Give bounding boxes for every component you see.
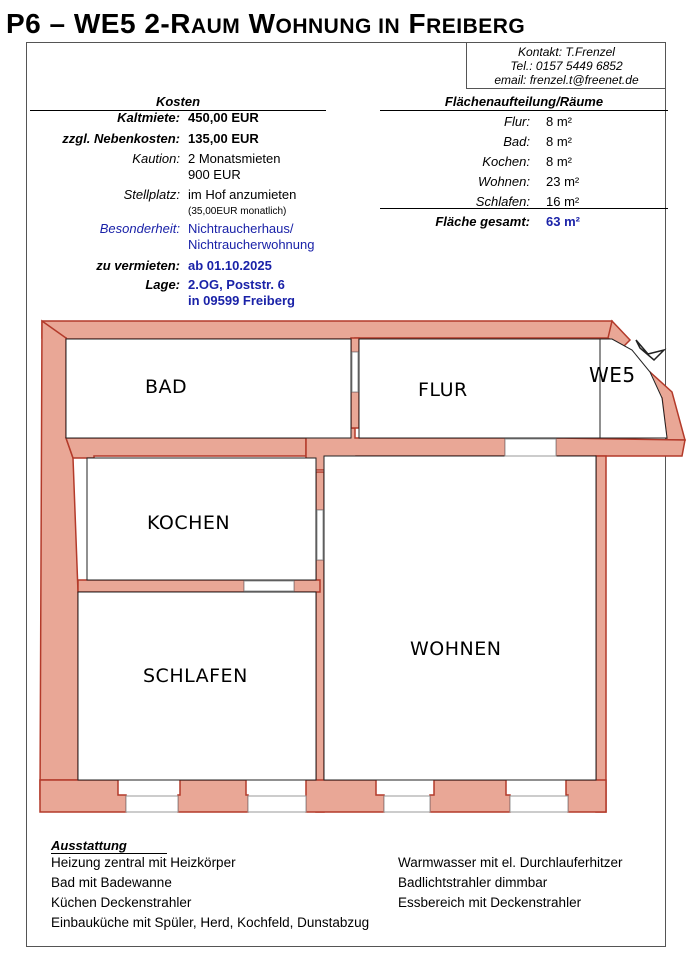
room-label-kochen: KOCHEN [147, 512, 231, 534]
flaeche-heading: Flächenaufteilung/Räume [380, 94, 668, 111]
room-label-bad: BAD [145, 376, 188, 398]
feature-item: Badlichtstrahler dimmbar [398, 875, 548, 890]
room-label-schlafen: SCHLAFEN [143, 665, 248, 687]
room-label-flur: FLUR [418, 379, 468, 401]
feature-item: Warmwasser mit el. Durchlauferhitzer [398, 855, 623, 870]
ausstattung-list-left [51, 853, 369, 933]
plan-rooms [66, 339, 600, 780]
ausstattung-heading: Ausstattung [51, 838, 167, 854]
contact-email: email: frenzel.t@freenet.de [494, 73, 639, 87]
feature-item: Heizung zentral mit Heizkörper [51, 855, 236, 870]
contact-phone: Tel.: 0157 5449 6852 [510, 59, 623, 73]
contact-name: Kontakt: T.Frenzel [518, 45, 615, 59]
page-title: P6 – WE5 2-RAUM WOHNUNG IN FREIBERG [6, 8, 526, 39]
feature-item: Küchen Deckenstrahler [51, 895, 192, 910]
entrance-door-icon [636, 340, 664, 360]
kosten-heading: Kosten [30, 94, 326, 111]
feature-item: Einbauküche mit Spüler, Herd, Kochfeld, Dunstabzug [51, 915, 370, 930]
ausstattung-list-right [398, 853, 623, 913]
apartment-label: WE5 [589, 363, 636, 387]
room-label-wohnen: WOHNEN [410, 638, 502, 660]
feature-item: Bad mit Badewanne [51, 875, 172, 890]
feature-item: Essbereich mit Deckenstrahler [398, 895, 582, 910]
